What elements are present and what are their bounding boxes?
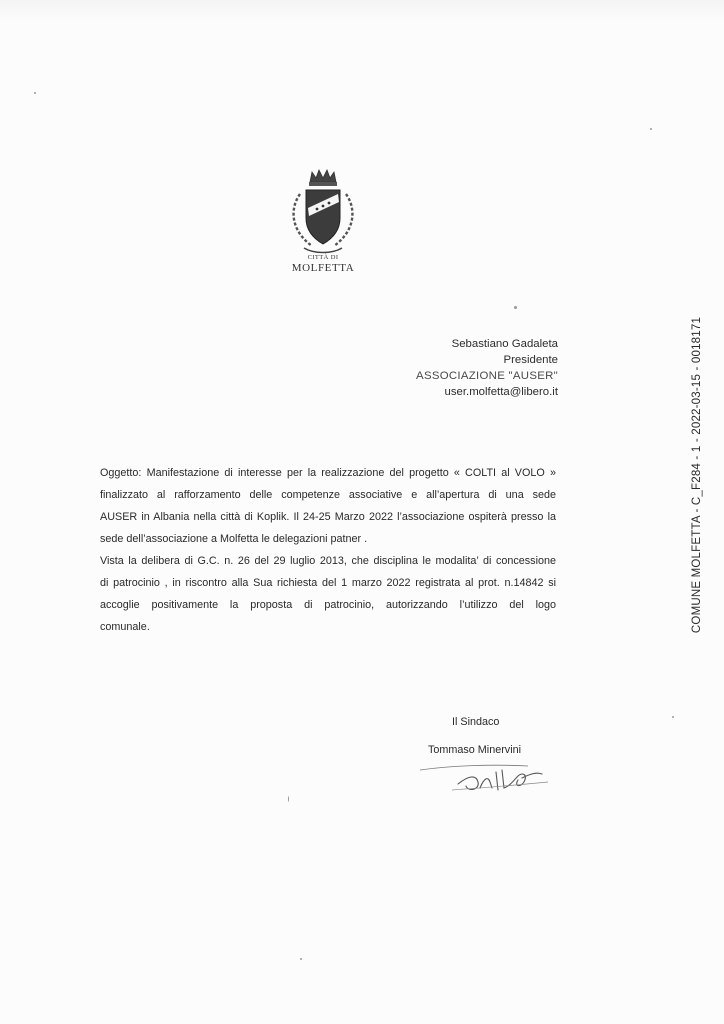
oggetto-paragraph: [100, 462, 556, 550]
scan-speck: [514, 306, 517, 309]
oggetto-line: sede dell’associazione a Molfetta le delegazioni patner .: [100, 533, 368, 545]
scan-edge: [0, 0, 724, 22]
recipient-block: [340, 336, 558, 400]
scan-speck: [288, 796, 289, 802]
crest-caption-top: CITTÀ DI: [307, 254, 339, 261]
recipient-organization: ASSOCIAZIONE "AUSER": [416, 370, 558, 382]
oggetto-line: AUSER in Albania nella città di Koplik. Il 24-25 Marzo 2022 l’associazione ospiterà presso la: [100, 511, 556, 523]
recipient-email: user.molfetta@libero.it: [444, 386, 558, 398]
oggetto-line: Oggetto: Manifestazione di interesse per la realizzazione del progetto « COLTI al VOLO »: [100, 467, 556, 479]
recipient-name: Sebastiano Gadaleta: [451, 338, 558, 350]
crest-caption-name: MOLFETTA: [291, 262, 355, 274]
scan-speck: [672, 716, 674, 718]
handwritten-signature-icon: [418, 752, 568, 802]
oggetto-line: finalizzato al rafforzamento delle competenze associative e all’apertura di una sede: [100, 489, 556, 501]
vista-line: di patrocinio , in riscontro alla Sua richiesta del 1 marzo 2022 registrata al prot. n.14842 si: [100, 577, 556, 589]
crest-emblem-icon: [282, 168, 364, 258]
vista-paragraph: [100, 550, 556, 638]
vista-line: Vista la delibera di G.C. n. 26 del 29 luglio 2013, che disciplina le modalita’ di concessione: [100, 555, 556, 567]
scan-speck: [650, 128, 652, 130]
vista-line: comunale.: [100, 621, 150, 633]
scan-speck: [300, 958, 302, 960]
signature-label: Il Sindaco: [452, 716, 500, 728]
municipal-crest: [282, 168, 364, 280]
recipient-role: Presidente: [503, 354, 558, 366]
vista-line: accoglie positivamente la proposta di patrocinio, autorizzando l’utilizzo del logo: [100, 599, 556, 611]
scan-speck: [34, 92, 36, 94]
protocol-stamp-text: COMUNE MOLFETTA - C_F284 - 1 - 2022-03-15 - 0018171: [691, 316, 703, 634]
signature-name: Tommaso Minervini: [428, 744, 521, 756]
